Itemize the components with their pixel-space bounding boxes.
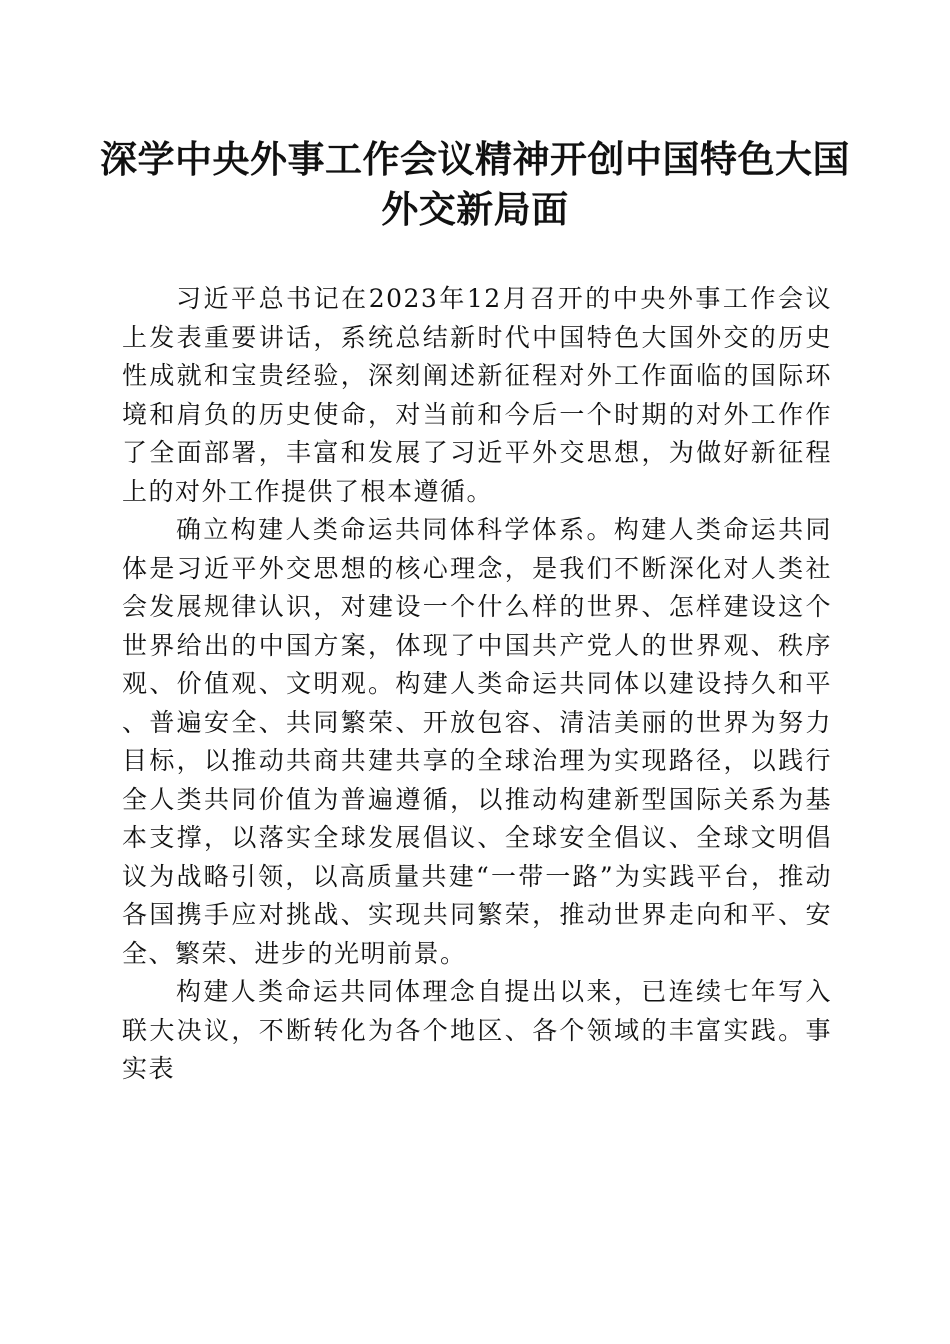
document-title [100, 134, 850, 234]
paragraph-community-system: 确立构建人类命运共同体科学体系。构建人类命运共同体是习近平外交思想的核心理念，是我们不断深化对人类社会发展规律认识，对建设一个什么样的世界、怎样建设这个世界给出的中国方案，体现了中国共产党人的世界观、秩序观、价值观、文明观。构建人类命运共同体以建设持久和平、普遍安全、共同繁荣、开放包容、清洁美丽的世界为努力目标，以推动共商共建共享的全球治理为实现路径，以践行全人类共同价值为普遍遵循，以推动构建新型国际关系为基本支撑，以落实全球发展倡议、全球安全倡议、全球文明倡议为战略引领，以高质量共建“一带一路”为实践平台，推动各国携手应对挑战、实现共同繁荣，推动世界走向和平、安全、繁荣、进步的光明前景。 [122, 515, 832, 968]
title-line-2: 外交新局面 [381, 187, 569, 231]
paragraph-practice: 构建人类命运共同体理念自提出以来，已连续七年写入联大决议，不断转化为各个地区、各个领域的丰富实践。事实表 [122, 977, 832, 1083]
document-body [122, 280, 832, 1089]
title-line-1: 深学中央外事工作会议精神开创中国特色大国 [100, 137, 850, 181]
paragraph-intro: 习近平总书记在2023年12月召开的中央外事工作会议上发表重要讲话，系统总结新时代中国特色大国外交的历史性成就和宝贵经验，深刻阐述新征程对外工作面临的国际环境和肩负的历史使命，对当前和今后一个时期的对外工作作了全面部署，丰富和发展了习近平外交思想，为做好新征程上的对外工作提供了根本遵循。 [122, 284, 832, 506]
